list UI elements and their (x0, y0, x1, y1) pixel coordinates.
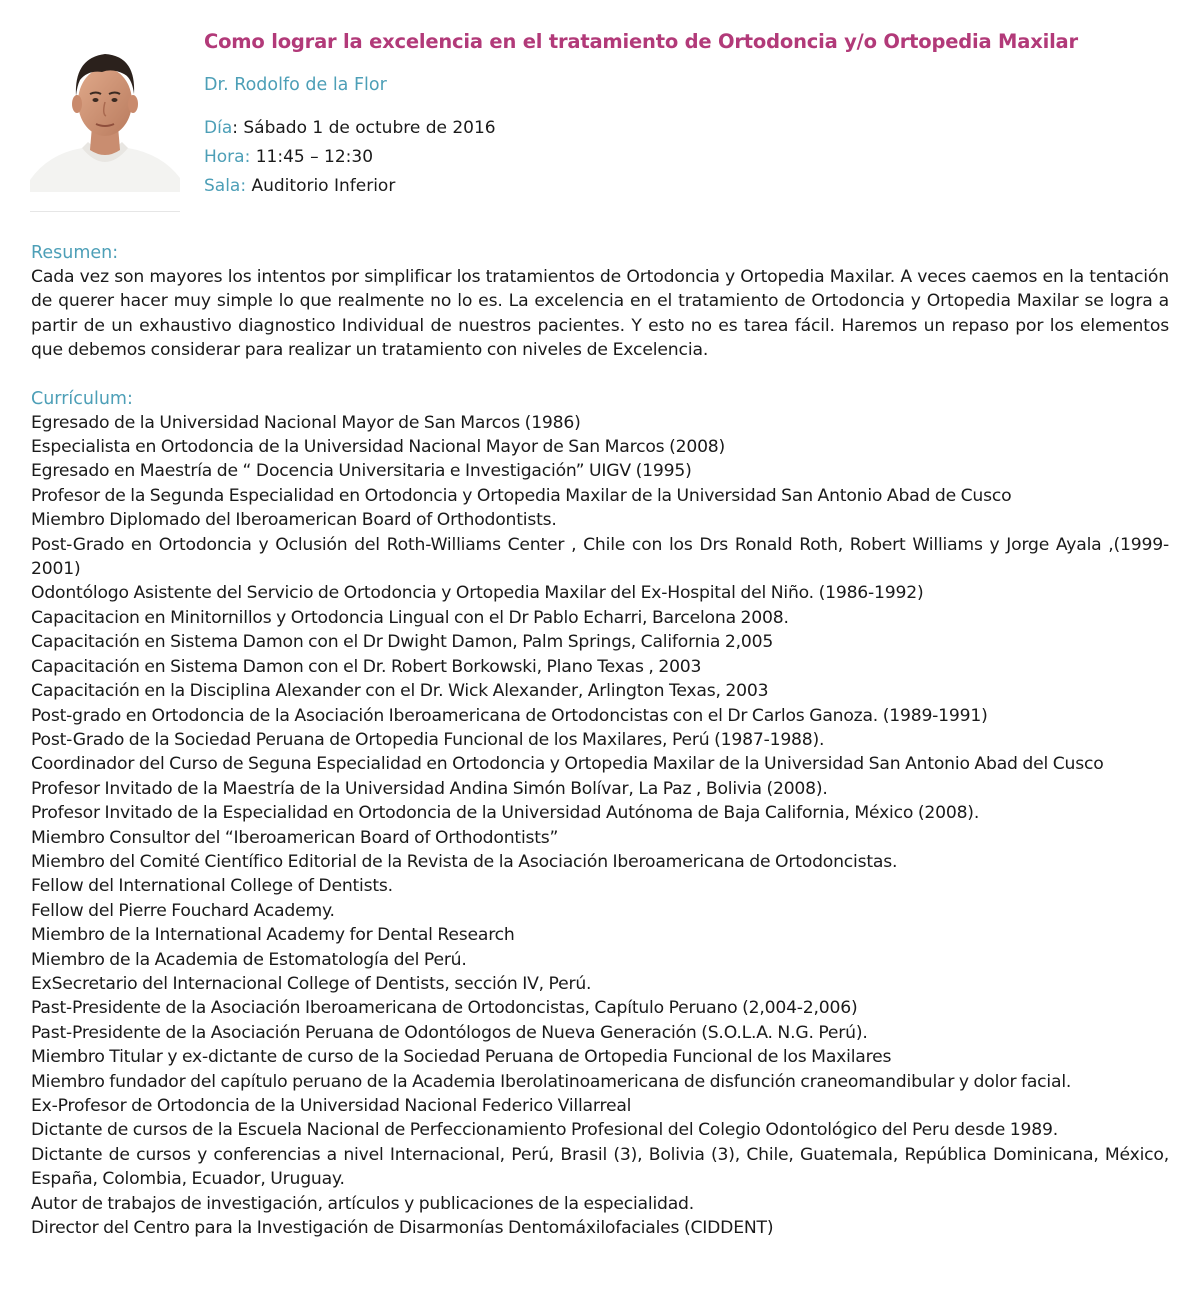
curriculum-item: Profesor Invitado de la Maestría de la Universidad Andina Simón Bolívar, La Paz , Bolivia (2008). (31, 778, 828, 799)
curriculum-item: Miembro de la Academia de Estomatología del Perú. (31, 949, 467, 970)
day-label: Día (204, 118, 233, 138)
event-schedule (204, 114, 1174, 201)
main-content (31, 241, 1169, 1240)
curriculum-item: Capacitacion en Minitornillos y Ortodoncia Lingual con el Dr Pablo Echarri, Barcelona 2008. (31, 607, 789, 628)
room-row (204, 172, 1174, 201)
curriculum-item: Egresado en Maestría de “ Docencia Universitaria e Investigación” UIGV (1995) (31, 461, 692, 482)
room-value: Auditorio Inferior (246, 176, 396, 196)
time-row (204, 143, 1174, 172)
curriculum-item: Especialista en Ortodoncia de la Universidad Nacional Mayor de San Marcos (2008) (31, 437, 726, 458)
curriculum-item: Fellow del International College of Dentists. (31, 876, 393, 897)
curriculum-item: Dictante de cursos y conferencias a nivel Internacional, Perú, Brasil (3), Bolivia (3), Chile, Guatemala, República Dominicana, México, España, Colombia, Ecuador, Uruguay. (31, 1144, 1169, 1190)
room-label: Sala: (204, 176, 247, 196)
curriculum-item: Miembro Consultor del “Iberoamerican Board of Orthodontists” (31, 827, 559, 848)
day-value: : Sábado 1 de octubre de 2016 (232, 118, 496, 138)
time-label: Hora: (204, 147, 251, 167)
curriculum-item: Odontólogo Asistente del Servicio de Ortodoncia y Ortopedia Maxilar del Ex-Hospital del Niño. (1986-1992) (31, 583, 924, 604)
curriculum-item: Past-Presidente de la Asociación Peruana de Odontólogos de Nueva Generación (S.O.L.A. N.G. Perú). (31, 1022, 868, 1043)
speaker-name: Dr. Rodolfo de la Flor (204, 75, 387, 95)
curriculum-item: Post-Grado en Ortodoncia y Oclusión del Roth-Williams Center , Chile con los Drs Ronald Roth, Robert Williams y Jorge Ayala ,(1999-2001) (31, 534, 1169, 580)
day-row (204, 114, 1174, 143)
curriculum-item: Miembro del Comité Científico Editorial de la Revista de la Asociación Iberoamericana de Ortodoncistas. (31, 851, 898, 872)
curriculum-item: Miembro Titular y ex-dictante de curso de la Sociedad Peruana de Ortopedia Funcional de los Maxilares (31, 1047, 892, 1068)
event-info (204, 28, 1174, 201)
event-header (0, 0, 1200, 230)
curriculum-item: Past-Presidente de la Asociación Iberoamericana de Ortodoncistas, Capítulo Peruano (2,004-2,006) (31, 998, 858, 1019)
curriculum-item: Profesor de la Segunda Especialidad en Ortodoncia y Ortopedia Maxilar de la Universidad San Antonio Abad de Cusco (31, 485, 1012, 506)
curriculum-item: Dictante de cursos de la Escuela Nacional de Perfeccionamiento Profesional del Colegio Odontológico del Peru desde 1989. (31, 1120, 1058, 1141)
curriculum-heading: Currículum: (31, 388, 133, 409)
curriculum-item: Miembro de la International Academy for Dental Research (31, 925, 515, 946)
curriculum-item: Post-grado en Ortodoncia de la Asociación Iberoamericana de Ortodoncistas con el Dr Carlos Ganoza. (1989-1991) (31, 705, 988, 726)
curriculum-item: ExSecretario del Internacional College of Dentists, sección IV, Perú. (31, 973, 592, 994)
curriculum-item: Capacitación en la Disciplina Alexander con el Dr. Wick Alexander, Arlington Texas, 2003 (31, 681, 769, 702)
curriculum-list (31, 411, 1169, 1241)
curriculum-item: Miembro fundador del capítulo peruano de la Academia Iberolatinoamericana de disfunción craneomandibular y dolor facial. (31, 1071, 1072, 1092)
curriculum-item: Capacitación en Sistema Damon con el Dr. Robert Borkowski, Plano Texas , 2003 (31, 656, 702, 677)
curriculum-item: Profesor Invitado de la Especialidad en Ortodoncia de la Universidad Autónoma de Baja California, México (2008). (31, 803, 980, 824)
curriculum-item: Autor de trabajos de investigación, artículos y publicaciones de la especialidad. (31, 1193, 695, 1214)
summary-text: Cada vez son mayores los intentos por simplificar los tratamientos de Ortodoncia y Ortopedia Maxilar. A veces caemos en la tentación de querer hacer muy simple lo que realmente no lo es. La excelencia en el tratamiento de Ortodoncia y Ortopedia Maxilar se logra a partir de un exhaustivo diagnostico Individual de nuestros pacientes. Y esto no es tarea fácil. Haremos un repaso por los elementos que debemos considerar para realizar un tratamiento con niveles de Excelencia. (31, 267, 1169, 361)
curriculum-item: Director del Centro para la Investigación de Disarmonías Dentomáxilofaciales (CIDDENT) (31, 1218, 774, 1239)
photo-divider (30, 211, 180, 212)
curriculum-item: Egresado de la Universidad Nacional Mayor de San Marcos (1986) (31, 412, 581, 433)
curriculum-item: Fellow del Pierre Fouchard Academy. (31, 900, 335, 921)
talk-title: Como lograr la excelencia en el tratamiento de Ortodoncia y/o Ortopedia Maxilar (204, 30, 1078, 53)
time-value: 11:45 – 12:30 (250, 147, 374, 167)
summary-heading: Resumen: (31, 243, 119, 263)
curriculum-item: Capacitación en Sistema Damon con el Dr Dwight Damon, Palm Springs, California 2,005 (31, 632, 774, 653)
speaker-portrait-image (30, 30, 180, 192)
curriculum-item: Ex-Profesor de Ortodoncia de la Universidad Nacional Federico Villarreal (31, 1096, 632, 1116)
curriculum-item: Miembro Diplomado del Iberoamerican Board of Orthodontists. (31, 510, 557, 531)
curriculum-item: Coordinador del Curso de Seguna Especialidad en Ortodoncia y Ortopedia Maxilar de la Universidad San Antonio Abad del Cusco (31, 754, 1104, 775)
speaker-photo (30, 30, 180, 192)
curriculum-item: Post-Grado de la Sociedad Peruana de Ortopedia Funcional de los Maxilares, Perú (1987-1988). (31, 729, 825, 750)
